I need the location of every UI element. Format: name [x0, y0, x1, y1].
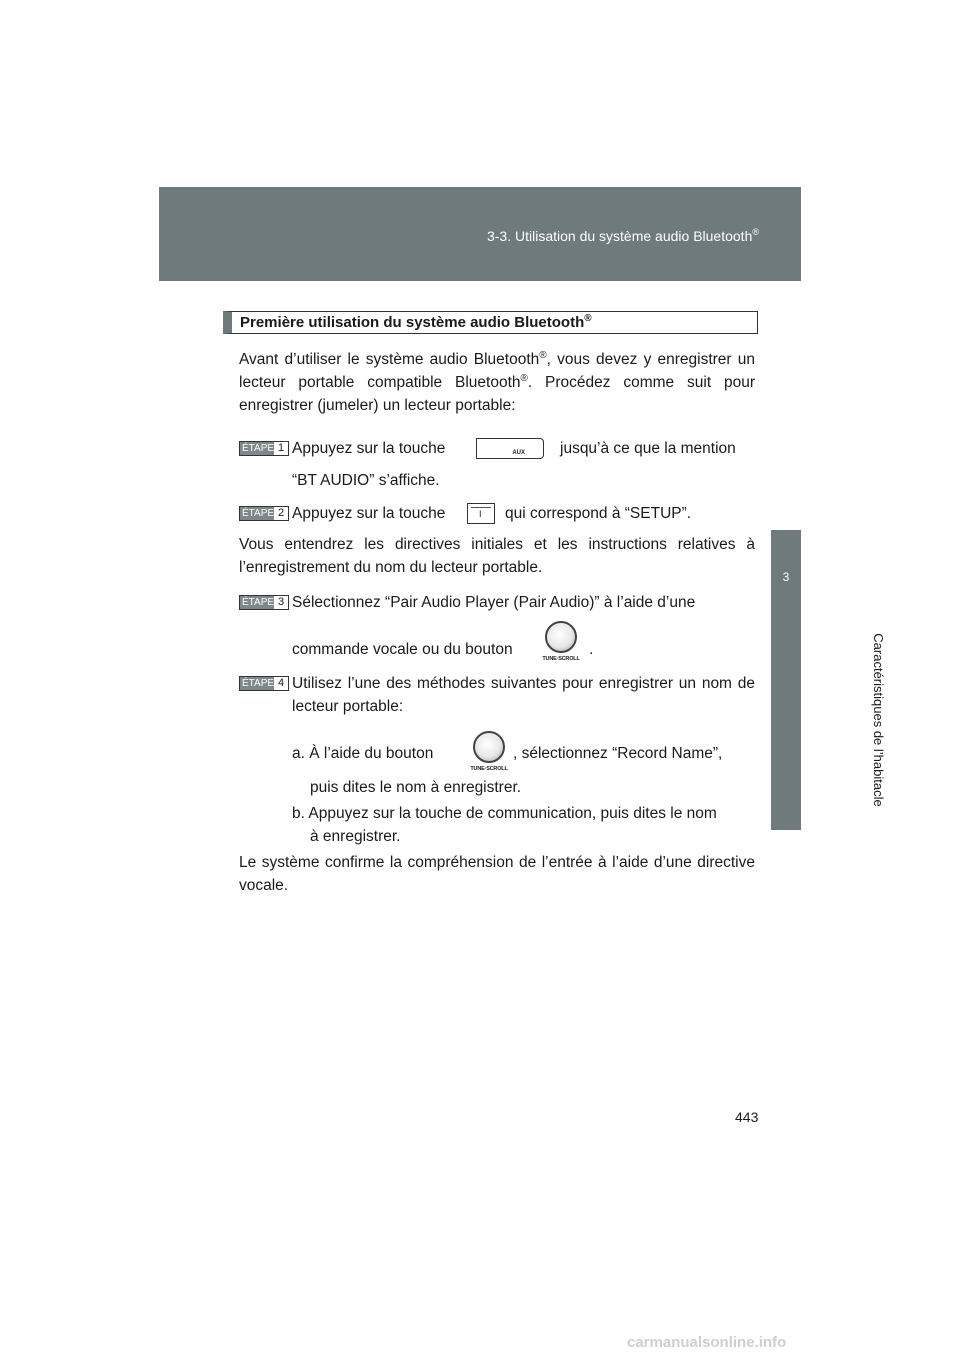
step-4-option-a-cont: puis dites le nom à enregistrer. [310, 779, 522, 796]
step-1-text-cont: “BT AUDIO” s’affiche. [292, 472, 440, 489]
page-number: 443 [735, 1109, 759, 1125]
middle-note: Vous entendrez les directives initiales et les instructions relatives à l’enregistrement du nom du lecteur portable. [239, 536, 755, 576]
step-badge-3: ÉTAPE 3 [239, 595, 289, 610]
setup-key-icon: I [467, 503, 495, 524]
watermark: carmanualsonline.info [627, 1334, 787, 1351]
chapter-side-label: Caractéristiques de l’habitacle [871, 633, 886, 807]
closing-note: Le système confirme la compréhension de l’entrée à l’aide d’une directive vocale. [239, 854, 755, 894]
step-1-text: Appuyez sur la touche jusqu’à ce que la mention [292, 440, 736, 457]
intro-paragraph: Avant d’utiliser le système audio Bluetooth®, vous devez y enregistrer un lecteur portable compatible Bluetooth®. Procédez comme suit pour enregistrer (jumeler) un lecteur portable: [239, 350, 755, 414]
tune-scroll-knob-icon: TUNE·SCROLL [538, 621, 584, 667]
step-badge-4: ÉTAPE 4 [239, 676, 289, 691]
step-4-option-b: b. Appuyez sur la touche de communication, puis dites le nom [292, 805, 717, 822]
tune-scroll-knob-icon-2: TUNE·SCROLL [466, 731, 512, 777]
step-3-text: Sélectionnez “Pair Audio Player (Pair Audio)” à l’aide d’une [292, 594, 696, 611]
aux-button-icon: AUX [476, 438, 544, 459]
chapter-title: 3-3. Utilisation du système audio Bluetooth® [486, 227, 759, 244]
section-title: Première utilisation du système audio Bluetooth® [240, 313, 592, 331]
section-heading [223, 311, 758, 334]
step-badge-1: ÉTAPE 1 [239, 441, 289, 456]
step-badge-2: ÉTAPE 2 [239, 506, 289, 521]
step-3-text-cont: commande vocale ou du bouton . [292, 641, 594, 658]
step-4-option-a: a. À l’aide du bouton , sélectionnez “Record Name”, [292, 745, 723, 762]
chapter-header [159, 187, 801, 281]
step-4-option-b-cont: à enregistrer. [310, 828, 401, 845]
step-2-text: Appuyez sur la touche qui correspond à “SETUP”. [292, 505, 692, 522]
chapter-number: 3 [782, 570, 790, 584]
step-4-text: Utilisez l’une des méthodes suivantes pour enregistrer un nom de lecteur portable: [292, 675, 755, 715]
